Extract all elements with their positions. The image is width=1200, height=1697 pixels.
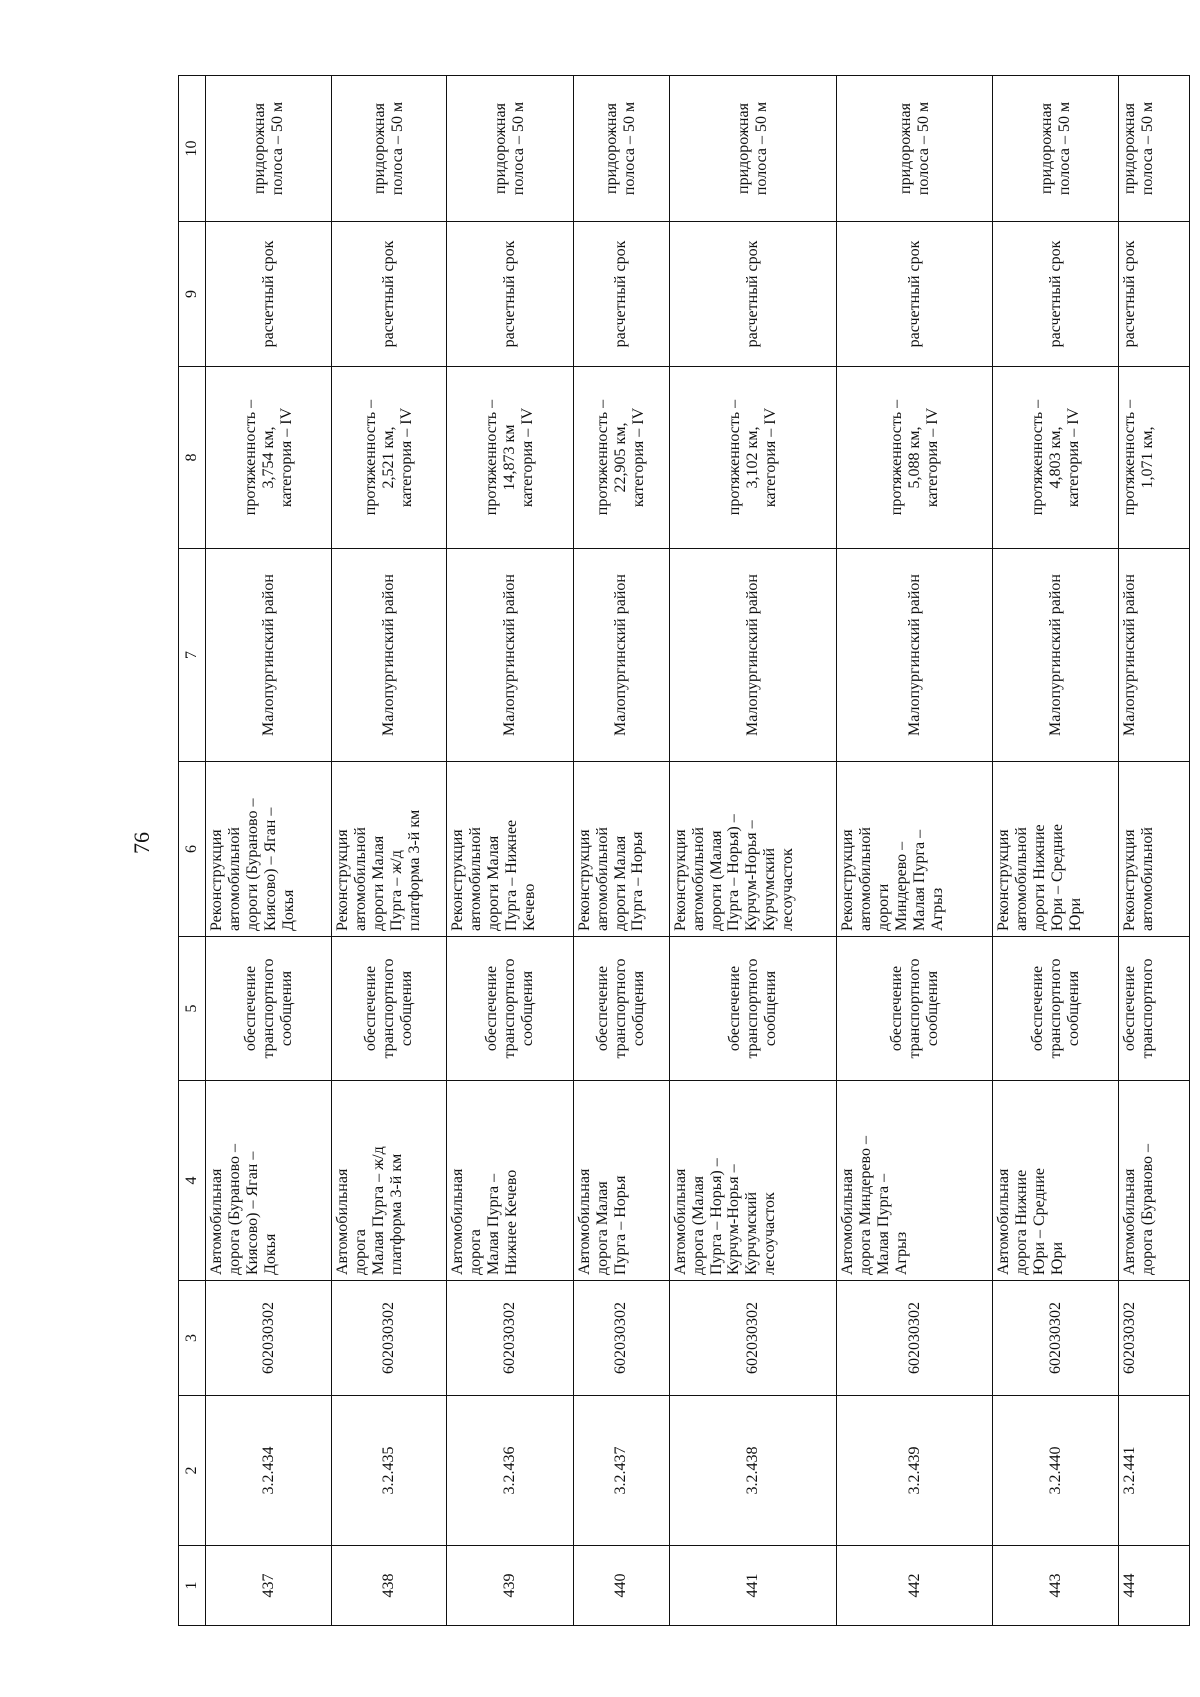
cell-work-type-line: автомобильной xyxy=(352,827,370,931)
col-header-4: 4 xyxy=(179,1081,206,1281)
cell-term: расчетный срок xyxy=(837,222,993,367)
cell-object-name-line: Пурга – Норья xyxy=(611,1175,629,1275)
cell-row-number: 442 xyxy=(837,1546,993,1626)
cell-object-name xyxy=(206,1081,332,1281)
cell-work-type-line: автомобильной xyxy=(857,827,875,931)
cell-row-number: 441 xyxy=(669,1546,837,1626)
cell-parameters-line: категория – IV xyxy=(1064,407,1082,508)
header-row xyxy=(179,76,206,1626)
table-row xyxy=(837,76,993,1626)
cell-zone xyxy=(573,76,669,222)
cell-purpose-line: обеспечение xyxy=(887,965,905,1052)
cell-purpose xyxy=(669,937,837,1081)
cell-row-number: 439 xyxy=(447,1546,573,1626)
cell-identifier: 602030302 xyxy=(332,1281,447,1396)
cell-object-name-line: Юри xyxy=(1048,1241,1066,1275)
cell-row-number: 443 xyxy=(993,1546,1119,1626)
table-row xyxy=(332,76,447,1626)
col-header-3: 3 xyxy=(179,1281,206,1396)
cell-district: Малопургинский район xyxy=(447,549,573,762)
cell-zone-line: полоса – 50 м xyxy=(914,101,932,196)
cell-district: Малопургинский район xyxy=(573,549,669,762)
cell-work-type-line: дороги Малая xyxy=(485,835,503,931)
cell-code: 3.2.438 xyxy=(669,1396,837,1546)
cell-parameters-line: категория – IV xyxy=(518,407,536,508)
cell-district: Малопургинский район xyxy=(669,549,837,762)
col-header-5: 5 xyxy=(179,937,206,1081)
table-row xyxy=(1119,76,1190,1626)
cell-work-type-line: Пурга – Норья) – xyxy=(725,814,743,931)
cell-work-type-line: Юри xyxy=(1066,897,1084,931)
cell-zone-line: придорожная xyxy=(896,103,914,194)
cell-object-name-line: Автомобильная xyxy=(1121,1168,1139,1275)
cell-purpose xyxy=(573,937,669,1081)
cell-parameters xyxy=(573,367,669,549)
cell-term: расчетный срок xyxy=(573,222,669,367)
cell-purpose-line: сообщения xyxy=(1064,970,1082,1047)
cell-object-name-line: Автомобильная xyxy=(839,1168,857,1275)
cell-parameters-line: протяженность – xyxy=(594,399,612,516)
cell-zone-line: придорожная xyxy=(603,103,621,194)
cell-zone xyxy=(206,76,332,222)
cell-purpose-line: обеспечение xyxy=(594,965,612,1052)
cell-parameters xyxy=(993,367,1119,549)
cell-zone-line: придорожная xyxy=(1121,103,1139,194)
cell-parameters-line: протяженность – xyxy=(1028,399,1046,516)
table-container xyxy=(178,76,1190,1626)
cell-work-type-line: Юри – Средние xyxy=(1048,824,1066,931)
cell-object-name-line: дорога (Малая xyxy=(689,1175,707,1275)
cell-purpose-line: обеспечение xyxy=(1028,965,1046,1052)
cell-zone-line: полоса – 50 м xyxy=(1139,101,1157,196)
cell-work-type xyxy=(1119,762,1190,937)
cell-purpose xyxy=(206,937,332,1081)
cell-code: 3.2.435 xyxy=(332,1396,447,1546)
cell-purpose-line: транспортного xyxy=(1139,958,1157,1059)
cell-purpose-line: транспортного xyxy=(905,958,923,1059)
road-reconstruction-table xyxy=(178,75,1190,1626)
cell-zone-line: полоса – 50 м xyxy=(268,101,286,196)
cell-object-name-line: Малая Пурга – xyxy=(875,1173,893,1275)
cell-zone xyxy=(332,76,447,222)
cell-work-type-line: Курчум-Норья – xyxy=(743,820,761,931)
cell-work-type xyxy=(206,762,332,937)
cell-purpose-line: обеспечение xyxy=(726,965,744,1052)
cell-work-type-line: дороги xyxy=(875,883,893,931)
cell-work-type-line: Пурга – ж/д xyxy=(388,850,406,931)
cell-zone-line: полоса – 50 м xyxy=(621,101,639,196)
cell-code: 3.2.434 xyxy=(206,1396,332,1546)
cell-purpose-line: транспортного xyxy=(612,958,630,1059)
cell-parameters-line: 14,873 км xyxy=(501,424,519,491)
cell-work-type-line: лесоучасток xyxy=(779,848,797,931)
cell-object-name-line: Автомобильная xyxy=(334,1168,352,1275)
cell-zone-line: придорожная xyxy=(371,103,389,194)
cell-code: 3.2.436 xyxy=(447,1396,573,1546)
cell-work-type-line: дороги Малая xyxy=(370,835,388,931)
cell-identifier: 602030302 xyxy=(206,1281,332,1396)
cell-zone xyxy=(447,76,573,222)
cell-work-type-line: платформа 3-й км xyxy=(406,809,424,931)
cell-purpose-line: обеспечение xyxy=(483,965,501,1052)
cell-object-name-line: лесоучасток xyxy=(761,1192,779,1275)
cell-parameters xyxy=(837,367,993,549)
cell-object-name xyxy=(573,1081,669,1281)
cell-parameters-line: 1,071 км, xyxy=(1139,426,1157,489)
cell-work-type xyxy=(837,762,993,937)
cell-purpose-line: сообщения xyxy=(630,970,648,1047)
cell-work-type-line: Кечево xyxy=(520,883,538,931)
cell-district: Малопургинский район xyxy=(837,549,993,762)
cell-parameters-line: 3,102 км, xyxy=(744,426,762,489)
cell-purpose xyxy=(332,937,447,1081)
cell-identifier: 602030302 xyxy=(837,1281,993,1396)
cell-object-name-line: дорога Миндерево – xyxy=(857,1136,875,1275)
cell-object-name-line: Нижнее Кечево xyxy=(503,1169,521,1275)
cell-purpose-line: сообщения xyxy=(923,970,941,1047)
cell-zone-line: придорожная xyxy=(250,103,268,194)
table-row xyxy=(447,76,573,1626)
cell-zone xyxy=(669,76,837,222)
cell-parameters xyxy=(669,367,837,549)
table-row xyxy=(669,76,837,1626)
cell-term: расчетный срок xyxy=(332,222,447,367)
cell-object-name-line: дорога xyxy=(352,1229,370,1275)
cell-row-number: 437 xyxy=(206,1546,332,1626)
cell-work-type xyxy=(332,762,447,937)
cell-work-type-line: Пурга – Нижнее xyxy=(503,819,521,931)
cell-parameters-line: протяженность – xyxy=(362,399,380,516)
cell-object-name-line: Автомобильная xyxy=(208,1168,225,1275)
cell-code: 3.2.437 xyxy=(573,1396,669,1546)
cell-term: расчетный срок xyxy=(669,222,837,367)
cell-object-name-line: Автомобильная xyxy=(449,1168,467,1275)
cell-parameters-line: 22,905 км, xyxy=(612,422,630,493)
cell-code: 3.2.440 xyxy=(993,1396,1119,1546)
cell-object-name-line: платформа 3-й км xyxy=(388,1153,406,1275)
cell-parameters-line: категория – IV xyxy=(398,407,416,508)
cell-work-type-line: автомобильной xyxy=(1139,827,1157,931)
cell-zone-line: придорожная xyxy=(735,103,753,194)
cell-work-type-line: Реконструкция xyxy=(575,829,593,931)
cell-parameters-line: категория – IV xyxy=(277,407,295,508)
cell-work-type xyxy=(993,762,1119,937)
cell-object-name-line: Агрыз xyxy=(893,1231,911,1275)
cell-parameters-line: 4,803 км, xyxy=(1046,426,1064,489)
cell-work-type-line: автомобильной xyxy=(467,827,485,931)
cell-object-name-line: Докья xyxy=(261,1233,279,1275)
cell-parameters-line: категория – IV xyxy=(923,407,941,508)
cell-work-type-line: Курчумский xyxy=(761,847,779,931)
col-header-1: 1 xyxy=(179,1546,206,1626)
page-number: 76 xyxy=(129,832,154,854)
cell-object-name-line: Малая Пурга – ж/д xyxy=(370,1146,388,1275)
cell-purpose-line: сообщения xyxy=(398,970,416,1047)
cell-zone-line: полоса – 50 м xyxy=(510,101,527,196)
cell-identifier: 602030302 xyxy=(573,1281,669,1396)
cell-zone xyxy=(993,76,1119,222)
cell-identifier: 602030302 xyxy=(669,1281,837,1396)
cell-zone xyxy=(837,76,993,222)
cell-object-name-line: Киясово) – Яган – xyxy=(243,1151,261,1275)
cell-zone xyxy=(1119,76,1190,222)
cell-parameters-line: 3,754 км, xyxy=(259,426,277,489)
cell-purpose xyxy=(447,937,573,1081)
cell-parameters-line: 2,521 км, xyxy=(380,426,398,489)
col-header-7: 7 xyxy=(179,549,206,762)
cell-parameters-line: категория – IV xyxy=(762,407,780,508)
cell-object-name-line: Автомобильная xyxy=(575,1168,593,1275)
cell-purpose-line: обеспечение xyxy=(1121,965,1139,1052)
cell-purpose-line: обеспечение xyxy=(241,965,259,1052)
cell-work-type xyxy=(669,762,837,937)
cell-purpose-line: сообщения xyxy=(762,970,780,1047)
cell-purpose-line: транспортного xyxy=(744,958,762,1059)
cell-object-name-line: Курчум-Норья – xyxy=(725,1164,743,1275)
cell-zone-line: полоса – 50 м xyxy=(753,101,771,196)
cell-work-type-line: Пурга – Норья xyxy=(629,831,647,931)
cell-parameters-line: протяженность – xyxy=(726,399,744,516)
cell-object-name-line: дорога xyxy=(467,1229,485,1275)
cell-object-name xyxy=(332,1081,447,1281)
cell-object-name-line: дорога Малая xyxy=(593,1181,611,1275)
table-row xyxy=(993,76,1119,1626)
cell-work-type-line: дороги (Бураново – xyxy=(243,798,261,931)
cell-work-type-line: Реконструкция xyxy=(1121,829,1139,931)
col-header-9: 9 xyxy=(179,222,206,367)
cell-term: расчетный срок xyxy=(447,222,573,367)
cell-parameters-line: 5,088 км, xyxy=(905,426,923,489)
cell-district: Малопургинский район xyxy=(993,549,1119,762)
cell-parameters-line: протяженность – xyxy=(887,399,905,516)
cell-parameters-line: протяженность – xyxy=(483,399,501,516)
cell-identifier: 602030302 xyxy=(993,1281,1119,1396)
cell-purpose xyxy=(1119,937,1190,1081)
cell-term: расчетный срок xyxy=(993,222,1119,367)
cell-parameters-line: протяженность – xyxy=(241,399,259,516)
cell-parameters xyxy=(447,367,573,549)
cell-work-type-line: автомобильной xyxy=(225,827,243,931)
cell-purpose xyxy=(993,937,1119,1081)
cell-work-type xyxy=(573,762,669,937)
cell-zone-line: придорожная xyxy=(492,103,510,194)
cell-work-type-line: Реконструкция xyxy=(995,829,1013,931)
cell-purpose-line: транспортного xyxy=(501,958,519,1059)
cell-object-name-line: дорога Нижние xyxy=(1012,1169,1030,1275)
table-row xyxy=(573,76,669,1626)
cell-work-type-line: Реконструкция xyxy=(334,829,352,931)
cell-purpose-line: сообщения xyxy=(277,970,295,1047)
cell-object-name-line: дорога (Бураново – xyxy=(225,1143,243,1275)
cell-district: Малопургинский район xyxy=(206,549,332,762)
cell-object-name-line: Автомобильная xyxy=(995,1168,1013,1275)
cell-work-type-line: Реконструкция xyxy=(449,829,467,931)
cell-purpose-line: транспортного xyxy=(380,958,398,1059)
cell-work-type-line: дороги Нижние xyxy=(1030,824,1048,931)
cell-object-name-line: Пурга – Норья) – xyxy=(707,1158,725,1275)
cell-zone-line: полоса – 50 м xyxy=(1055,101,1073,196)
cell-parameters xyxy=(206,367,332,549)
cell-parameters-line: категория – IV xyxy=(630,407,648,508)
col-header-6: 6 xyxy=(179,762,206,937)
cell-work-type-line: автомобильной xyxy=(593,827,611,931)
cell-object-name xyxy=(447,1081,573,1281)
cell-work-type-line: автомобильной xyxy=(689,827,707,931)
cell-parameters xyxy=(332,367,447,549)
table-row xyxy=(206,76,332,1626)
cell-row-number: 444 xyxy=(1119,1546,1190,1626)
cell-object-name xyxy=(993,1081,1119,1281)
cell-work-type-line: Миндерево – xyxy=(893,841,911,931)
cell-identifier: 602030302 xyxy=(447,1281,573,1396)
cell-work-type xyxy=(447,762,573,937)
cell-work-type-line: Реконструкция xyxy=(671,829,689,931)
cell-object-name-line: Курчумский xyxy=(743,1191,761,1275)
cell-zone-line: придорожная xyxy=(1037,103,1055,194)
col-header-8: 8 xyxy=(179,367,206,549)
cell-work-type-line: Киясово) – Яган – xyxy=(261,807,279,931)
cell-object-name xyxy=(669,1081,837,1281)
cell-row-number: 440 xyxy=(573,1546,669,1626)
cell-identifier: 602030302 xyxy=(1119,1281,1190,1396)
cell-object-name xyxy=(1119,1081,1190,1281)
cell-object-name-line: Юри – Средние xyxy=(1030,1168,1048,1275)
cell-purpose-line: обеспечение xyxy=(362,965,380,1052)
cell-parameters xyxy=(1119,367,1190,549)
cell-parameters-line: протяженность – xyxy=(1121,399,1139,516)
cell-work-type-line: Реконструкция xyxy=(839,829,857,931)
cell-object-name xyxy=(837,1081,993,1281)
cell-work-type-line: Малая Пурга – xyxy=(911,829,929,931)
cell-term: расчетный срок xyxy=(1119,222,1190,367)
cell-purpose-line: сообщения xyxy=(518,970,536,1047)
cell-purpose-line: транспортного xyxy=(259,958,277,1059)
cell-work-type-line: автомобильной xyxy=(1012,827,1030,931)
cell-work-type-line: дороги (Малая xyxy=(707,830,725,931)
col-header-2: 2 xyxy=(179,1396,206,1546)
cell-purpose xyxy=(837,937,993,1081)
cell-work-type-line: Докья xyxy=(279,889,297,931)
cell-object-name-line: Малая Пурга – xyxy=(485,1173,503,1275)
cell-purpose-line: транспортного xyxy=(1046,958,1064,1059)
col-header-10: 10 xyxy=(179,76,206,222)
cell-object-name-line: дорога (Бураново – xyxy=(1139,1143,1157,1275)
cell-work-type-line: дороги Малая xyxy=(611,835,629,931)
cell-object-name-line: Автомобильная xyxy=(671,1168,689,1275)
cell-district: Малопургинский район xyxy=(332,549,447,762)
cell-term: расчетный срок xyxy=(206,222,332,367)
cell-district: Малопургинский район xyxy=(1119,549,1190,762)
cell-code: 3.2.439 xyxy=(837,1396,993,1546)
cell-row-number: 438 xyxy=(332,1546,447,1626)
table-body xyxy=(206,76,1190,1626)
cell-code: 3.2.441 xyxy=(1119,1396,1190,1546)
cell-zone-line: полоса – 50 м xyxy=(389,101,407,196)
cell-work-type-line: Агрыз xyxy=(928,887,946,931)
cell-work-type-line: Реконструкция xyxy=(208,829,225,931)
